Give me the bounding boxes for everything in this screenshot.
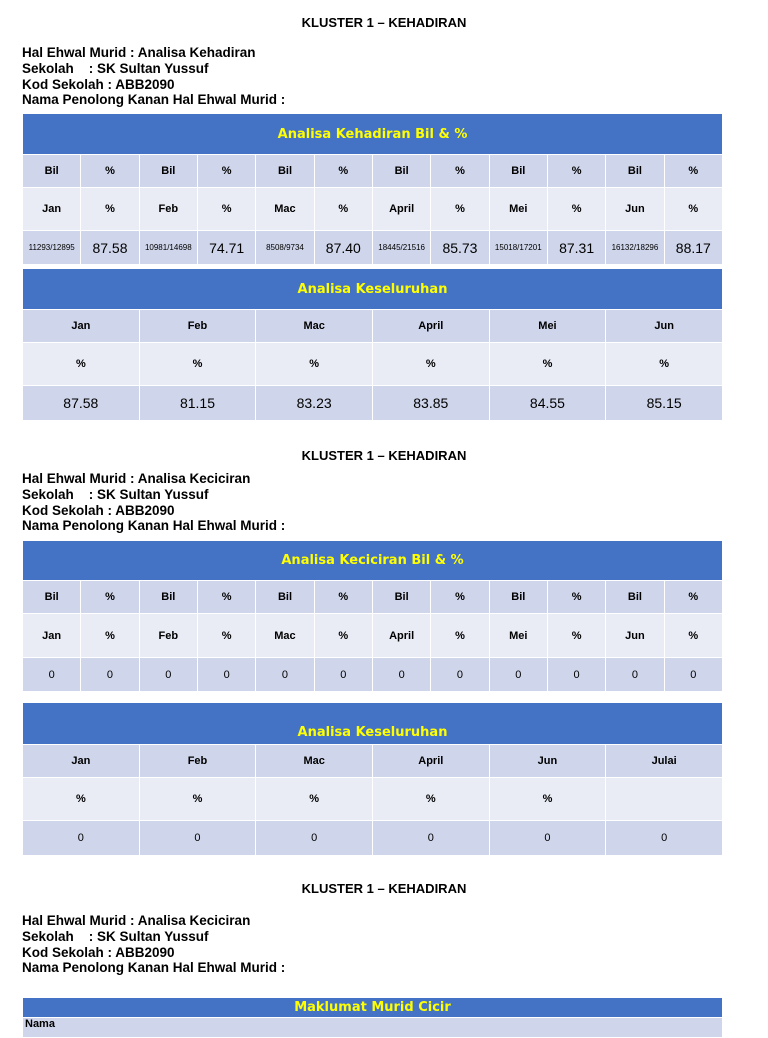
table-cell: %	[23, 343, 140, 386]
table-cell: Bil	[139, 581, 197, 614]
info-line: Hal Ehwal Murid : Analisa Kehadiran	[22, 45, 256, 60]
table-cell: 11293/12895	[23, 231, 81, 265]
table-cell: Mei	[489, 614, 547, 658]
table-cell: Feb	[139, 745, 256, 778]
section-info	[22, 913, 285, 976]
table-cell: April	[372, 614, 430, 658]
table-cell: 85.15	[606, 386, 723, 421]
table-cell: Bil	[489, 155, 547, 188]
table-cell: Mac	[256, 310, 373, 343]
table-cell: 0	[256, 658, 314, 692]
table-cell: 15018/17201	[489, 231, 547, 265]
table-cell: %	[664, 155, 722, 188]
table-cell: Bil	[139, 155, 197, 188]
section-info	[22, 45, 285, 108]
table-cell: %	[664, 581, 722, 614]
table-cell: Jun	[489, 745, 606, 778]
info-line: Nama Penolong Kanan Hal Ehwal Murid :	[22, 92, 286, 108]
section-title: KLUSTER 1 – KEHADIRAN	[301, 881, 467, 896]
table-cell: %	[431, 155, 489, 188]
info-line: Sekolah : SK Sultan Yussuf	[22, 60, 209, 76]
section-title: KLUSTER 1 – KEHADIRAN	[301, 15, 467, 30]
table-cell: %	[547, 581, 605, 614]
table-cell: 0	[256, 821, 373, 856]
table-cell: %	[81, 614, 139, 658]
table-cell: %	[489, 343, 606, 386]
table-cell: 87.40	[314, 231, 372, 265]
table-cell: Jun	[606, 614, 664, 658]
table-cell: %	[314, 155, 372, 188]
table-cell: 74.71	[197, 231, 255, 265]
table-cell: 8508/9734	[256, 231, 314, 265]
info-line: Kod Sekolah : ABB2090	[22, 502, 175, 518]
table-cell: %	[664, 614, 722, 658]
table-cell: 87.58	[23, 386, 140, 421]
table-cell: April	[372, 745, 489, 778]
table-cell: 0	[23, 821, 140, 856]
dropout-students-table	[22, 997, 723, 1038]
table-cell: 0	[23, 658, 81, 692]
table-cell: Jan	[23, 188, 81, 231]
table-cell: 0	[489, 821, 606, 856]
table-cell: 87.58	[81, 231, 139, 265]
table-header: Analisa Keseluruhan	[23, 269, 723, 310]
table-cell: %	[256, 778, 373, 821]
table-cell: April	[372, 188, 430, 231]
table-cell: Bil	[372, 581, 430, 614]
table-cell: %	[197, 155, 255, 188]
table-cell: Jan	[23, 745, 140, 778]
table-cell: 0	[372, 658, 430, 692]
table-cell: %	[197, 614, 255, 658]
table-cell	[606, 778, 723, 821]
table-cell: Mac	[256, 614, 314, 658]
table-cell: Feb	[139, 614, 197, 658]
table-cell: 0	[314, 658, 372, 692]
table-cell: 0	[372, 821, 489, 856]
table-cell: 18445/21516	[372, 231, 430, 265]
dropout-table	[22, 540, 723, 692]
table-cell: 88.17	[664, 231, 722, 265]
info-line: Nama Penolong Kanan Hal Ehwal Murid :	[22, 960, 286, 976]
table-cell: %	[547, 614, 605, 658]
table-cell: %	[664, 188, 722, 231]
table-cell: %	[139, 343, 256, 386]
table-cell: 84.55	[489, 386, 606, 421]
table-cell: 0	[431, 658, 489, 692]
section-info	[22, 471, 285, 534]
table-cell: %	[139, 778, 256, 821]
table-cell: 0	[547, 658, 605, 692]
table-cell: Nama	[23, 1018, 723, 1038]
overall-dropout-table	[22, 702, 723, 856]
table-cell: Feb	[139, 310, 256, 343]
table-cell: 0	[81, 658, 139, 692]
info-line: Sekolah : SK Sultan Yussuf	[22, 486, 209, 502]
info-line: Kod Sekolah : ABB2090	[22, 76, 175, 92]
table-cell: Bil	[606, 155, 664, 188]
info-line: Hal Ehwal Murid : Analisa Keciciran	[22, 471, 251, 486]
table-cell: 83.23	[256, 386, 373, 421]
table-cell: 0	[139, 821, 256, 856]
table-cell: Bil	[489, 581, 547, 614]
info-line: Nama Penolong Kanan Hal Ehwal Murid :	[22, 518, 286, 534]
table-cell: Mei	[489, 310, 606, 343]
table-cell: 0	[489, 658, 547, 692]
table-cell: Bil	[606, 581, 664, 614]
table-cell: 87.31	[547, 231, 605, 265]
table-cell: Jan	[23, 310, 140, 343]
table-header: Analisa Keseluruhan	[23, 703, 723, 745]
table-cell: Bil	[372, 155, 430, 188]
table-cell: 16132/18296	[606, 231, 664, 265]
table-cell: 0	[606, 821, 723, 856]
table-cell: 83.85	[372, 386, 489, 421]
table-cell: Bil	[23, 155, 81, 188]
table-cell: %	[547, 155, 605, 188]
table-cell: %	[23, 778, 140, 821]
table-cell: %	[547, 188, 605, 231]
table-cell: 10981/14698	[139, 231, 197, 265]
table-cell: Jan	[23, 614, 81, 658]
table-cell: %	[81, 581, 139, 614]
table-header: Analisa Kehadiran Bil & %	[23, 114, 723, 155]
table-cell: %	[256, 343, 373, 386]
table-cell: %	[606, 343, 723, 386]
overall-attendance-table	[22, 268, 723, 421]
table-cell: %	[81, 188, 139, 231]
table-cell: 81.15	[139, 386, 256, 421]
table-cell: %	[431, 614, 489, 658]
table-cell: %	[81, 155, 139, 188]
table-cell: Bil	[256, 581, 314, 614]
table-cell: Mei	[489, 188, 547, 231]
table-cell: %	[197, 188, 255, 231]
table-cell: %	[314, 581, 372, 614]
table-cell: Mac	[256, 745, 373, 778]
table-cell: %	[197, 581, 255, 614]
table-cell: Mac	[256, 188, 314, 231]
table-cell: %	[314, 188, 372, 231]
table-cell: Jun	[606, 188, 664, 231]
table-cell: 0	[606, 658, 664, 692]
info-line: Kod Sekolah : ABB2090	[22, 944, 175, 960]
table-cell: Feb	[139, 188, 197, 231]
info-line: Hal Ehwal Murid : Analisa Keciciran	[22, 913, 251, 928]
table-cell: Bil	[23, 581, 81, 614]
table-cell: 0	[664, 658, 722, 692]
table-cell: %	[314, 614, 372, 658]
table-cell: 0	[139, 658, 197, 692]
table-cell: %	[431, 188, 489, 231]
info-line: Sekolah : SK Sultan Yussuf	[22, 928, 209, 944]
table-header: Maklumat Murid Cicir	[23, 998, 723, 1018]
table-cell: %	[431, 581, 489, 614]
table-cell: %	[489, 778, 606, 821]
table-header: Analisa Keciciran Bil & %	[23, 541, 723, 581]
table-cell: Jun	[606, 310, 723, 343]
table-cell: Bil	[256, 155, 314, 188]
table-cell: 85.73	[431, 231, 489, 265]
section-title: KLUSTER 1 – KEHADIRAN	[301, 448, 467, 463]
table-cell: %	[372, 343, 489, 386]
table-cell: %	[372, 778, 489, 821]
table-cell: April	[372, 310, 489, 343]
table-cell: Julai	[606, 745, 723, 778]
attendance-table	[22, 113, 723, 265]
table-cell: 0	[197, 658, 255, 692]
